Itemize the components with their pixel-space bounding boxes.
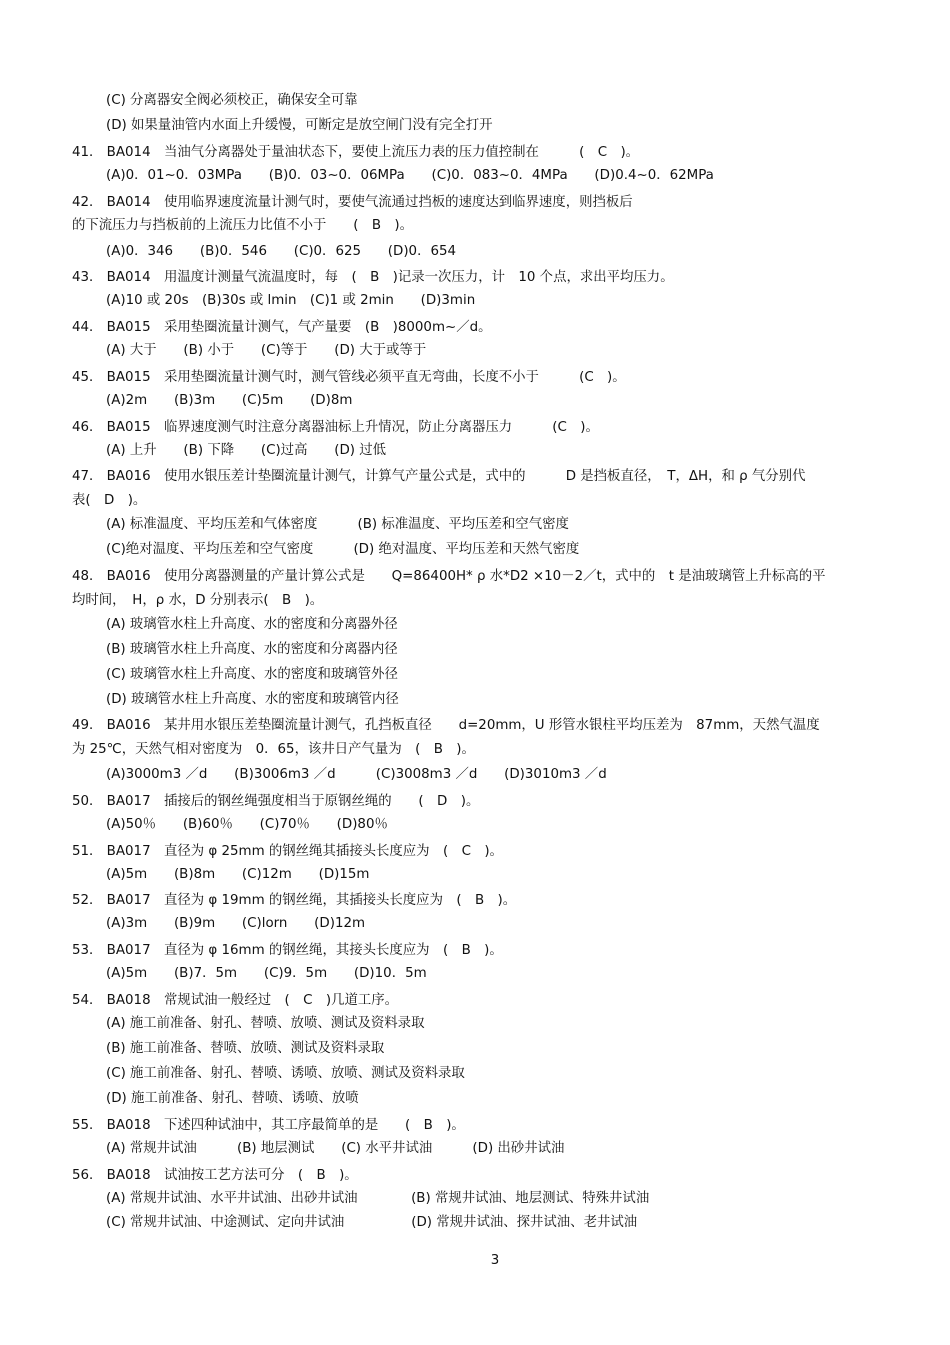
option-line: (C)绝对温度、平均压差和空气密度 (D) 绝对温度、平均压差和天然气密度 [106, 542, 580, 557]
options-line: (A)2m (B)3m (C)5m (D)8m [106, 393, 353, 408]
question-line: 53． BA017 直径为 φ 16mm 的钢丝绳，其接头长度应为 ( B )。 [72, 943, 503, 958]
question-line: 41． BA014 当油气分离器处于量油状态下，要使上流压力表的压力值控制在 ( C )。 [72, 145, 640, 160]
option-line: (A) 标准温度、平均压差和气体密度 (B) 标准温度、平均压差和空气密度 [106, 517, 569, 532]
options-line: (A) 大于 (B) 小于 (C)等于 (D) 大于或等于 [106, 343, 427, 358]
question-line: 42． BA014 使用临界速度流量计测气时，要使气流通过挡板的速度达到临界速度，则挡板后 [72, 195, 633, 210]
option-line: (C) 常规井试油、中途测试、定向井试油 (D) 常规井试油、探井试油、老井试油 [106, 1215, 638, 1230]
question-line: 45． BA015 采用垫圈流量计测气时，测气管线必须平直无弯曲，长度不小于 (C )。 [72, 370, 626, 385]
options-line: (A)50％ (B)60％ (C)70％ (D)80％ [106, 817, 388, 832]
options-line: (A)0．346 (B)0．546 (C)0．625 (D)0．654 [106, 244, 457, 259]
text-line: (C) 分离器安全阀必须校正，确保安全可靠 [106, 93, 358, 108]
question-line: 46． BA015 临界速度测气时注意分离器油标上升情况，防止分离器压力 (C )。 [72, 420, 599, 435]
option-line: (A) 施工前准备、射孔、替喷、放喷、测试及资料录取 [106, 1016, 425, 1031]
question-line: 49． BA016 某井用水银压差垫圈流量计测气，孔挡板直径 d=20mm，U 形管水银柱平均压差为 87mm，天然气温度 [72, 718, 820, 733]
options-line: (A)3000m3 ／d (B)3006m3 ／d (C)3008m3 ／d (D)3010m3 ／d [106, 767, 607, 782]
option-line: (A) 玻璃管水柱上升高度、水的密度和分离器外径 [106, 617, 398, 632]
options-line: (A)5m (B)7．5m (C)9．5m (D)10．5m [106, 966, 427, 981]
text-line: 表( D )。 [72, 493, 147, 508]
question-line: 47． BA016 使用水银压差计垫圈流量计测气，计算气产量公式是，式中的 D 是挡板直径， T，ΔH，和 ρ 气分别代 [72, 469, 806, 484]
text-line: 为 25℃，天然气相对密度为 0．65，该井日产气量为 ( B )。 [72, 742, 475, 757]
option-line: (D) 施工前准备、射孔、替喷、诱喷、放喷 [106, 1091, 359, 1106]
question-line: 55． BA018 下述四种试油中，其工序最简单的是 ( B )。 [72, 1118, 465, 1133]
option-line: (C) 施工前准备、射孔、替喷、诱喷、放喷、测试及资料录取 [106, 1066, 465, 1081]
text-line: 均时间， H，ρ 水，D 分别表示( B )。 [72, 593, 324, 608]
question-line: 52． BA017 直径为 φ 19mm 的钢丝绳，其插接头长度应为 ( B )。 [72, 893, 517, 908]
question-line: 56． BA018 试油按工艺方法可分 ( B )。 [72, 1168, 358, 1183]
option-line: (D) 玻璃管水柱上升高度、水的密度和玻璃管内径 [106, 692, 399, 707]
option-line: (B) 玻璃管水柱上升高度、水的密度和分离器内径 [106, 642, 398, 657]
options-line: (A)10 或 20s (B)30s 或 lmin (C)1 或 2min (D)3min [106, 293, 476, 308]
options-line: (A) 上升 (B) 下降 (C)过高 (D) 过低 [106, 443, 387, 458]
text-line: (D) 如果量油管内水面上升缓慢，可断定是放空闸门没有完全打开 [106, 118, 493, 133]
option-line: (B) 施工前准备、替喷、放喷、测试及资料录取 [106, 1041, 385, 1056]
option-line: (A) 常规井试油、水平井试油、出砂井试油 (B) 常规井试油、地层测试、特殊井试油 [106, 1191, 650, 1206]
options-line: (A)0．01~0．03MPa (B)0．03~0．06MPa (C)0．083~0．4MPa (D)0.4~0．62MPa [106, 168, 714, 183]
question-line: 50． BA017 插接后的钢丝绳强度相当于原钢丝绳的 ( D )。 [72, 794, 480, 809]
question-line: 54． BA018 常规试油一般经过 ( C )几道工序。 [72, 993, 399, 1008]
page-number: 3 [490, 1253, 500, 1268]
options-line: (A)5m (B)8m (C)12m (D)15m [106, 867, 370, 882]
question-line: 48． BA016 使用分离器测量的产量计算公式是 Q=86400H* ρ 水*D2 ×10－2／t，式中的 t 是油玻璃管上升标高的平 [72, 569, 826, 584]
question-line: 44． BA015 采用垫圈流量计测气，气产量要 (B )8000m~／d。 [72, 320, 492, 335]
options-line: (A)3m (B)9m (C)lorn (D)12m [106, 916, 366, 931]
question-line: 43． BA014 用温度计测量气流温度时，每 ( B )记录一次压力，计 10 个点，求出平均压力。 [72, 270, 674, 285]
text-line: 的下流压力与挡板前的上流压力比值不小于 ( B )。 [72, 218, 414, 233]
option-line: (C) 玻璃管水柱上升高度、水的密度和玻璃管外径 [106, 667, 398, 682]
question-line: 51． BA017 直径为 φ 25mm 的钢丝绳其插接头长度应为 ( C )。 [72, 844, 503, 859]
options-line: (A) 常规井试油 (B) 地层测试 (C) 水平井试油 (D) 出砂井试油 [106, 1141, 565, 1156]
